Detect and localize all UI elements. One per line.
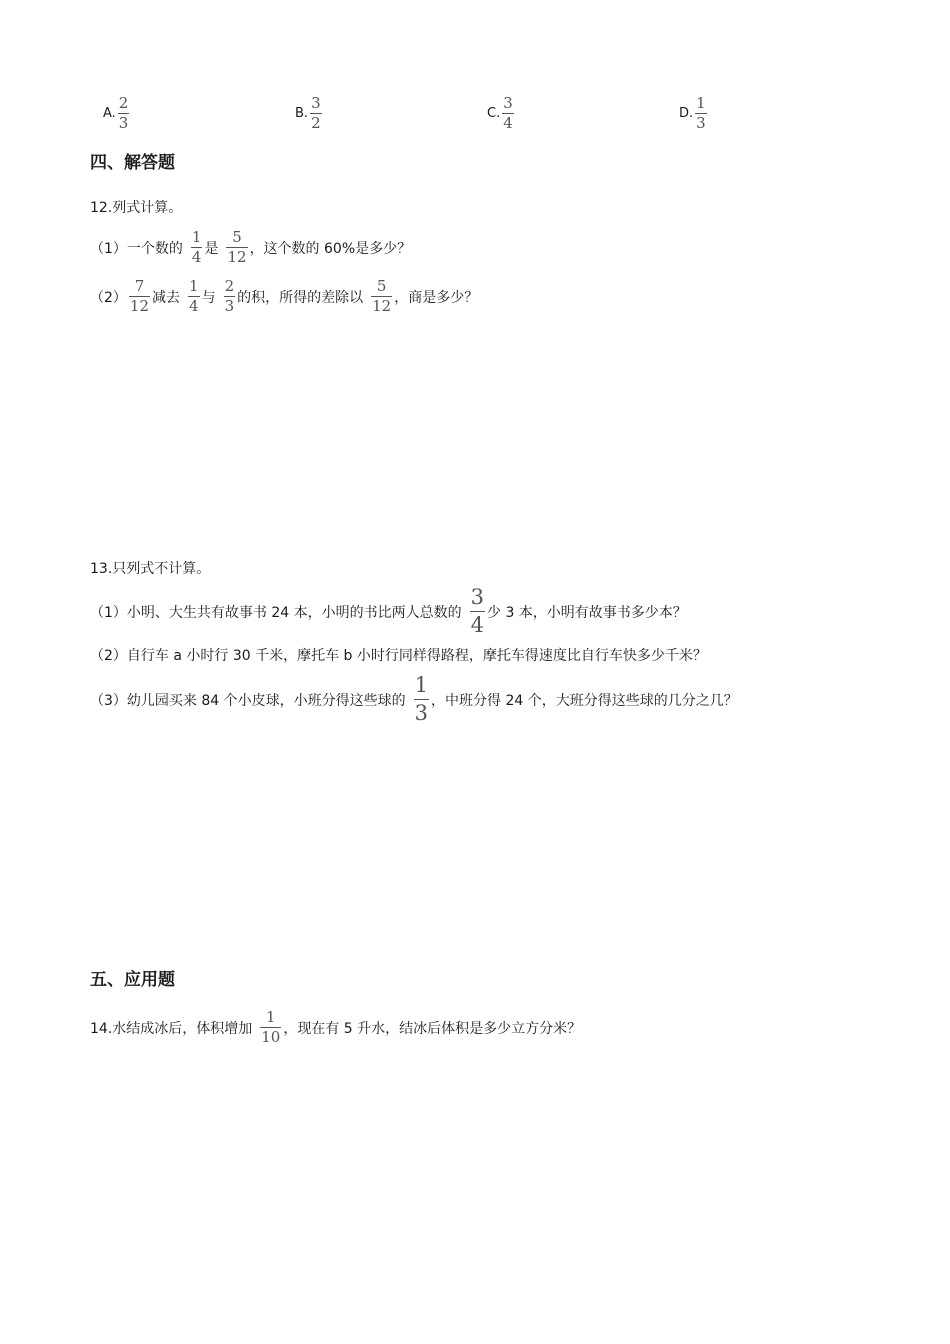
option-b-label: B. [295, 106, 309, 121]
option-c-label: C. [487, 106, 501, 121]
section-4-heading: 四、解答题 [90, 153, 175, 173]
option-b-denominator: 2 [311, 114, 321, 132]
q13-p1-fraction [470, 587, 485, 636]
numerator: 1 [191, 228, 202, 246]
numerator: 1 [189, 277, 199, 295]
denominator: 12 [129, 297, 150, 315]
q12-p2-fraction-4 [371, 279, 392, 314]
q12-p1-fraction-1 [191, 230, 203, 265]
q14-suffix: ，现在有 5 升水，结冰后体积是多少立方分米？ [283, 1020, 582, 1037]
q12-p2-fraction-1 [129, 279, 150, 314]
question-13-part-1 [90, 587, 687, 636]
option-c-numerator: 3 [503, 94, 513, 112]
numerator: 2 [224, 277, 235, 295]
question-13-part-3 [90, 675, 738, 724]
denominator: 4 [189, 297, 199, 315]
denominator: 12 [372, 297, 392, 315]
question-13-part-2: （2）自行车 a 小时行 30 千米，摩托车 b 小时行同样得路程，摩托车得速度比自行车快多少千米？ [90, 648, 707, 664]
q12-p1-mid: 是 [204, 240, 219, 257]
option-a-numerator: 2 [118, 94, 129, 112]
option-a-denominator: 3 [118, 114, 129, 132]
q12-p2-text-3: 的积，所得的差除以 [237, 289, 364, 306]
option-d [679, 96, 709, 131]
option-d-label: D. [679, 106, 694, 121]
q13-p3-fraction [414, 675, 429, 724]
question-12-title: 12.列式计算。 [90, 200, 183, 216]
q14-fraction [260, 1010, 281, 1045]
option-c-denominator: 4 [503, 114, 513, 132]
option-b-fraction [310, 96, 322, 131]
option-b-numerator: 3 [311, 94, 321, 112]
option-a-fraction [118, 96, 130, 131]
numerator: 5 [232, 228, 242, 246]
option-d-fraction [695, 96, 707, 131]
q12-p2-fraction-2 [188, 279, 200, 314]
q13-p3-prefix: （3）幼儿园买来 84 个小皮球，小班分得这些球的 [90, 692, 406, 709]
numerator: 5 [376, 277, 387, 295]
fraction-bar [470, 611, 485, 612]
denominator: 4 [470, 613, 484, 637]
option-b [295, 96, 324, 131]
option-a-label: A. [103, 106, 116, 121]
q13-p1-prefix: （1）小明、大生共有故事书 24 本，小明的书比两人总数的 [90, 604, 462, 621]
question-12-part-2 [90, 279, 478, 314]
q12-p1-fraction-2 [226, 230, 247, 265]
numerator: 7 [134, 277, 145, 295]
fraction-bar [414, 699, 429, 700]
question-12-part-1 [90, 230, 411, 265]
option-c [487, 96, 516, 131]
denominator: 3 [224, 297, 235, 315]
option-d-denominator: 3 [696, 114, 706, 132]
numerator: 1 [414, 673, 428, 697]
numerator: 3 [470, 585, 484, 609]
q12-p1-prefix: （1）一个数的 [90, 240, 183, 257]
q12-p2-text-4: ，商是多少？ [394, 289, 479, 306]
q13-p1-suffix: 少 3 本，小明有故事书多少本？ [487, 604, 687, 621]
q12-p2-text-2: 与 [201, 289, 216, 306]
denominator: 12 [227, 248, 247, 266]
q12-p2-prefix: （2） [90, 289, 127, 306]
section-5-heading: 五、应用题 [90, 970, 175, 990]
q12-p2-text-1: 减去 [152, 289, 181, 306]
option-d-numerator: 1 [696, 94, 706, 112]
q12-p1-suffix: ，这个数的 60%是多少？ [249, 240, 412, 257]
q14-prefix: 14.水结成冰后，体积增加 [90, 1020, 253, 1037]
question-14 [90, 1010, 581, 1045]
q13-p3-suffix: ，中班分得 24 个，大班分得这些球的几分之几？ [431, 692, 738, 709]
denominator: 4 [191, 248, 202, 266]
option-c-fraction [502, 96, 514, 131]
question-13-title: 13.只列式不计算。 [90, 561, 211, 577]
option-a [103, 96, 131, 131]
numerator: 1 [266, 1008, 276, 1026]
denominator: 3 [414, 701, 428, 725]
q12-p2-fraction-3 [224, 279, 236, 314]
denominator: 10 [261, 1028, 281, 1046]
